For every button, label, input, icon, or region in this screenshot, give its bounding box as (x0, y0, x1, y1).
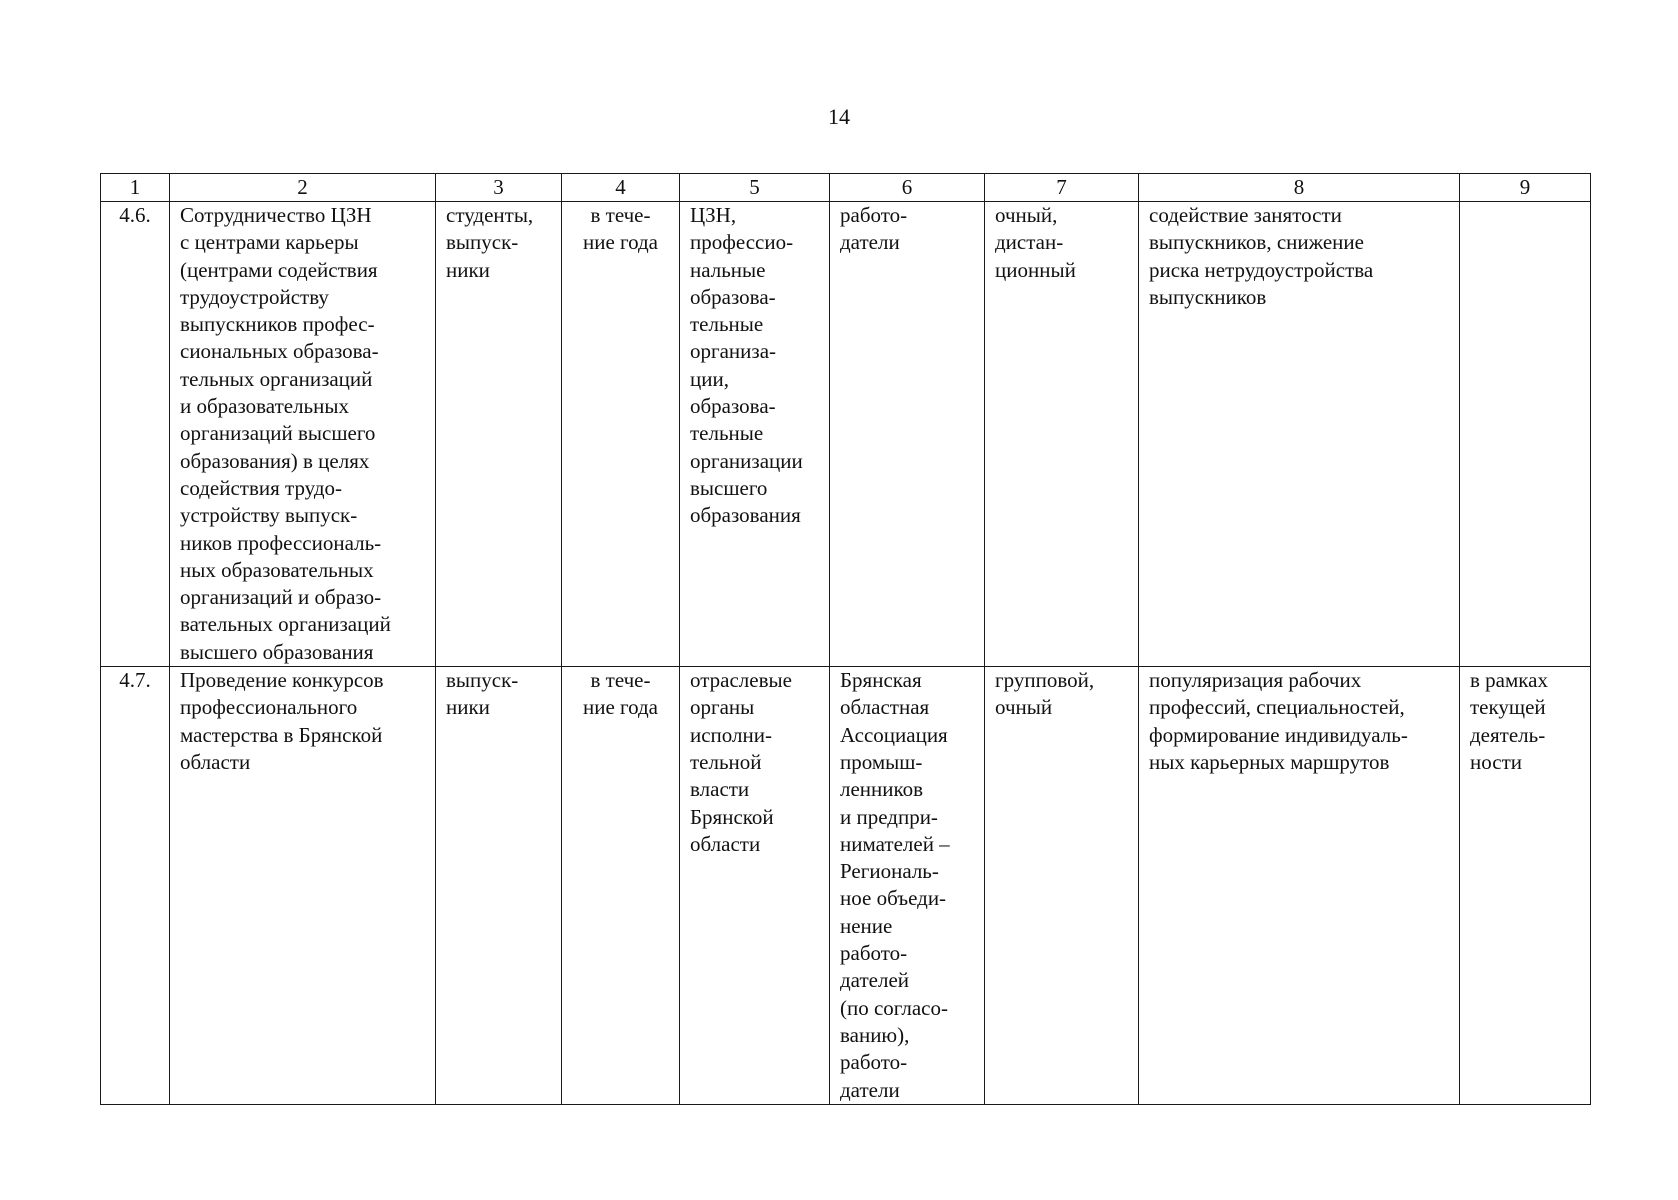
table-row (101, 667, 1591, 1105)
funding-cell (1460, 202, 1591, 667)
target-cell (436, 667, 562, 1105)
activity-cell (170, 202, 436, 667)
partners-cell (830, 202, 985, 667)
partners-text: Брянская областная Ассоциация промыш- ленников и предпри- нимателей – Региональ- ное объеди- нение работо- дателей (по согласо- ванию), работо- датели (840, 668, 950, 1102)
header-row (101, 174, 1591, 202)
header-col-4: 4 (562, 174, 680, 202)
period-cell (562, 667, 680, 1105)
format-cell (985, 667, 1139, 1105)
header-col-8: 8 (1139, 174, 1460, 202)
format-text: групповой, очный (995, 668, 1095, 720)
result-text: содействие занятости выпускников, снижение риска нетрудоустройства выпускников (1149, 203, 1374, 309)
executors-cell (680, 667, 830, 1105)
funding-cell (1460, 667, 1591, 1105)
row-number-cell (101, 202, 170, 667)
header-col-6: 6 (830, 174, 985, 202)
result-text: популяризация рабочих профессий, специальностей, формирование индивидуаль- ных карьерных маршрутов (1149, 668, 1408, 774)
result-cell (1139, 667, 1460, 1105)
period-text: в тече- ние года (582, 203, 659, 255)
row-number-cell (101, 667, 170, 1105)
result-cell (1139, 202, 1460, 667)
activity-text: Сотрудничество ЦЗН с центрами карьеры (центрами содействия трудоустройству выпускников профес- сиональных образова- тельных организаций и образовательных организаций высшего образования) в целях содействия трудо- устройству выпуск- ников профессиональ- ных образовательных организаций и образо- вательных организаций высшего образования (180, 203, 391, 664)
executors-cell (680, 202, 830, 667)
header-col-5: 5 (680, 174, 830, 202)
header-col-7: 7 (985, 174, 1139, 202)
header-col-2: 2 (170, 174, 436, 202)
row-number: 4.6. (119, 203, 151, 227)
executors-text: отраслевые органы исполни- тельной власти Брянской области (690, 668, 792, 856)
partners-text: работо- датели (840, 203, 908, 255)
activity-text: Проведение конкурсов профессионального мастерства в Брянской области (180, 668, 384, 774)
partners-cell (830, 667, 985, 1105)
format-cell (985, 202, 1139, 667)
target-text: выпуск- ники (446, 668, 519, 720)
target-text: студенты, выпуск- ники (446, 203, 534, 282)
header-col-1: 1 (101, 174, 170, 202)
measures-table (100, 173, 1591, 1105)
target-cell (436, 202, 562, 667)
header-col-9: 9 (1460, 174, 1591, 202)
activity-cell (170, 667, 436, 1105)
executors-text: ЦЗН, профессио- нальные образова- тельные организа- ции, образова- тельные организации высшего образования (690, 203, 803, 528)
period-cell (562, 202, 680, 667)
period-text: в тече- ние года (582, 668, 659, 720)
funding-text: в рамках текущей деятель- ности (1470, 668, 1548, 774)
table-row (101, 202, 1591, 667)
format-text: очный, дистан- ционный (995, 203, 1076, 282)
page-number: 14 (828, 104, 850, 129)
header-col-3: 3 (436, 174, 562, 202)
row-number: 4.7. (119, 668, 151, 693)
